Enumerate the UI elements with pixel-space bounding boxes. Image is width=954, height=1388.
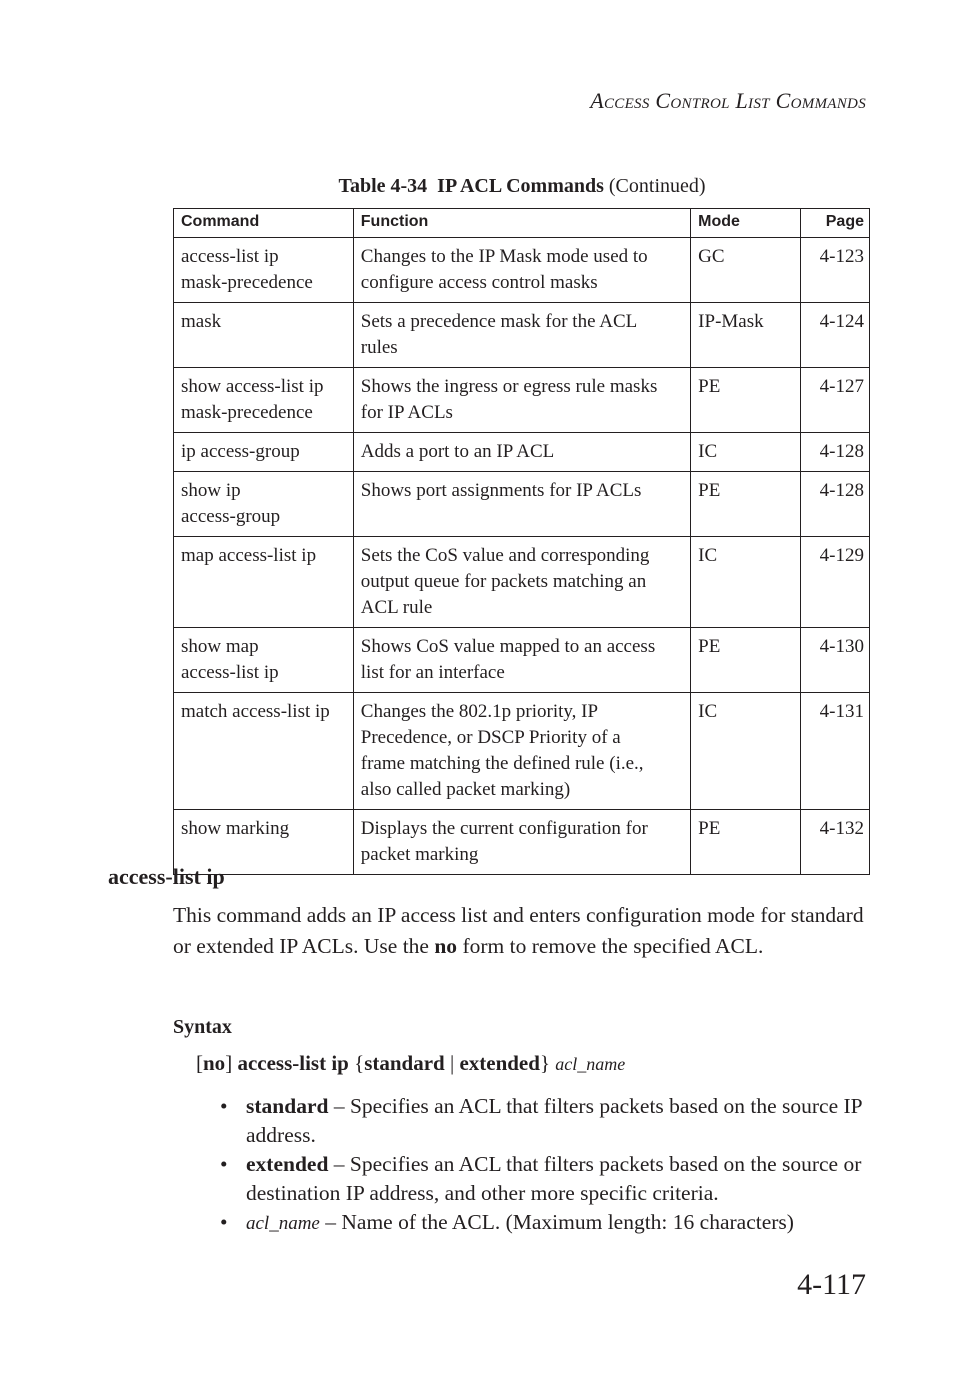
table-row (174, 238, 870, 303)
cell-command-line: access-group (181, 506, 281, 527)
table-header-row (174, 209, 870, 238)
header-function: Function (353, 209, 690, 238)
parameter-item (220, 1208, 870, 1238)
cell-function-line: output queue for packets matching an (360, 571, 647, 592)
cell-command-line: show map (181, 636, 259, 657)
cell-mode: IC (691, 693, 801, 810)
cell-function (353, 810, 690, 875)
cell-mode: PE (691, 472, 801, 537)
cell-page: 4-128 (801, 472, 870, 537)
syntax-label: Syntax (173, 1016, 232, 1038)
cell-command-line: show ip (181, 480, 241, 501)
table-row (174, 537, 870, 628)
syntax-argument: acl_name (555, 1054, 626, 1074)
cell-function-line: also called packet marking) (360, 779, 571, 800)
cell-function-line: Changes the 802.1p priority, IP (360, 701, 599, 722)
bullet: • (220, 1210, 228, 1234)
syntax-close-brace: } (539, 1051, 551, 1075)
cell-command (174, 238, 354, 303)
syntax-no: no (203, 1051, 226, 1075)
bullet: • (220, 1094, 228, 1118)
cell-function-line: Sets the CoS value and corresponding (360, 545, 650, 566)
cell-command-line: mask-precedence (181, 402, 313, 423)
syntax-line (196, 1051, 625, 1076)
cell-function-line: list for an interface (360, 662, 505, 683)
cell-mode: GC (691, 238, 801, 303)
description-no-keyword: no (434, 934, 458, 958)
parameter-item (220, 1092, 870, 1150)
header-page: Page (801, 209, 870, 238)
parameter-term: acl_name (246, 1213, 320, 1234)
table-caption-title: IP ACL Commands (437, 175, 604, 197)
cell-function-line: Displays the current configuration for (360, 818, 648, 839)
parameter-description: – Specifies an ACL that filters packets based on the source or destination IP address, and other more specific criteria. (246, 1152, 862, 1205)
syntax-close-bracket: ] (225, 1051, 233, 1075)
cell-function-line: Sets a precedence mask for the ACL (360, 311, 638, 332)
syntax-open-bracket: [ (196, 1051, 203, 1075)
cell-function (353, 238, 690, 303)
cell-mode: PE (691, 628, 801, 693)
cell-command (174, 472, 354, 537)
cell-function (353, 628, 690, 693)
cell-command (174, 537, 354, 628)
bullet: • (220, 1152, 228, 1176)
table-row (174, 472, 870, 537)
cell-function (353, 303, 690, 368)
table-body (174, 238, 870, 875)
parameter-term: extended (246, 1152, 329, 1176)
cell-function-line: frame matching the defined rule (i.e., (360, 753, 644, 774)
cell-function (353, 472, 690, 537)
cell-page: 4-131 (801, 693, 870, 810)
cell-mode: IC (691, 433, 801, 472)
command-description (173, 900, 873, 962)
cell-page: 4-128 (801, 433, 870, 472)
cell-function-line: ACL rule (360, 597, 433, 618)
cell-command (174, 368, 354, 433)
cell-command-line: show marking (181, 818, 290, 839)
cell-function-line: for IP ACLs (360, 402, 453, 423)
cell-page: 4-129 (801, 537, 870, 628)
parameter-description: – Name of the ACL. (Maximum length: 16 characters) (319, 1210, 794, 1234)
cell-function-line: Adds a port to an IP ACL (360, 441, 555, 462)
syntax-pipe: | (449, 1051, 455, 1075)
cell-function (353, 693, 690, 810)
cell-command-line: match access-list ip (181, 701, 330, 722)
cell-function-line: Precedence, or DSCP Priority of a (360, 727, 621, 748)
syntax-option-extended: extended (459, 1051, 540, 1075)
section-title: access-list ip (108, 864, 225, 889)
cell-mode: PE (691, 810, 801, 875)
cell-command-line: access-list ip (181, 662, 279, 683)
cell-function (353, 368, 690, 433)
cell-function-line: rules (360, 337, 398, 358)
table-caption-label: Table 4-34 (338, 175, 428, 197)
cell-page: 4-124 (801, 303, 870, 368)
cell-page: 4-132 (801, 810, 870, 875)
cell-mode: IP-Mask (691, 303, 801, 368)
cell-command (174, 303, 354, 368)
table-row (174, 628, 870, 693)
table-caption (174, 175, 870, 198)
table-row (174, 693, 870, 810)
description-text-1: This command adds an IP access list and enters configuration mode for standard or extended IP ACLs. Use the (173, 903, 864, 958)
page-number: 4-117 (797, 1268, 866, 1301)
syntax-command: access-list ip (237, 1051, 349, 1075)
syntax-open-brace: { (354, 1051, 365, 1075)
cell-mode: IC (691, 537, 801, 628)
cell-mode: PE (691, 368, 801, 433)
description-text-2: form to remove the specified ACL. (457, 934, 764, 958)
cell-function-line: Shows port assignments for IP ACLs (360, 480, 642, 501)
ip-acl-commands-table (173, 208, 870, 875)
cell-function (353, 537, 690, 628)
cell-function-line: configure access control masks (360, 272, 598, 293)
parameter-description: – Specifies an ACL that filters packets based on the source IP address. (246, 1094, 862, 1147)
cell-function (353, 433, 690, 472)
cell-command-line: ip access-group (181, 441, 300, 462)
cell-command-line: access-list ip (181, 246, 279, 267)
cell-function-line: Shows CoS value mapped to an access (360, 636, 656, 657)
cell-command-line: mask (181, 311, 222, 332)
cell-page: 4-130 (801, 628, 870, 693)
header-mode: Mode (691, 209, 801, 238)
cell-command-line: show access-list ip (181, 376, 324, 397)
table-row (174, 433, 870, 472)
parameter-item (220, 1150, 870, 1208)
cell-page: 4-123 (801, 238, 870, 303)
running-head: Access Control List Commands (590, 88, 866, 113)
cell-command (174, 628, 354, 693)
cell-function-line: Shows the ingress or egress rule masks (360, 376, 658, 397)
table-row (174, 810, 870, 875)
cell-command-line: map access-list ip (181, 545, 317, 566)
cell-command (174, 433, 354, 472)
table-caption-note: (Continued) (608, 175, 706, 197)
cell-function-line: Changes to the IP Mask mode used to (360, 246, 648, 267)
parameter-list (220, 1092, 870, 1238)
cell-page: 4-127 (801, 368, 870, 433)
cell-function-line: packet marking (360, 844, 479, 865)
header-command: Command (174, 209, 354, 238)
parameter-term: standard (246, 1094, 329, 1118)
cell-command-line: mask-precedence (181, 272, 313, 293)
syntax-option-standard: standard (364, 1051, 445, 1075)
table-row (174, 303, 870, 368)
table-row (174, 368, 870, 433)
cell-command (174, 693, 354, 810)
